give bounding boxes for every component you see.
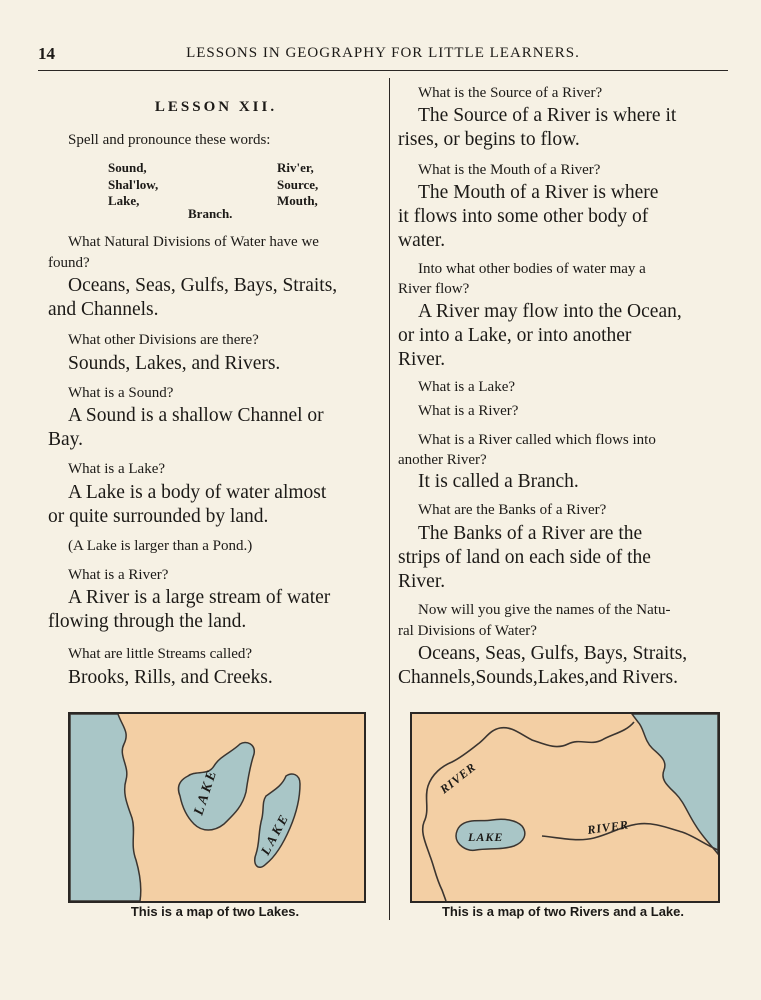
spell-prompt: Spell and pronounce these words:	[68, 132, 271, 148]
answer: water.	[398, 230, 446, 251]
answer: strips of land on each side of the	[398, 547, 651, 568]
map-two-lakes	[68, 712, 366, 903]
answer: Oceans, Seas, Gulfs, Bays, Straits,	[68, 275, 338, 296]
running-title: LESSONS IN GEOGRAPHY FOR LITTLE LEARNERS.	[186, 45, 580, 61]
note: (A Lake is larger than a Pond.)	[68, 538, 253, 554]
question: River flow?	[398, 281, 470, 297]
question: Now will you give the names of the Natu-	[418, 602, 671, 618]
question: What other Divisions are there?	[68, 332, 259, 348]
answer: The Mouth of a River is where	[418, 182, 659, 203]
answer: River.	[398, 571, 446, 592]
word-list-col2	[277, 160, 318, 210]
answer: A River is a large stream of water	[68, 587, 331, 608]
lake-label: LAKE	[257, 809, 293, 858]
answer: The Source of a River is where it	[418, 105, 677, 126]
answer: rises, or begins to flow.	[398, 129, 580, 150]
answer: It is called a Branch.	[418, 471, 579, 492]
answer: A Lake is a body of water almost	[68, 482, 327, 503]
lake-label: LAKE	[191, 766, 221, 818]
answer: A Sound is a shallow Channel or	[68, 405, 324, 426]
question: ral Divisions of Water?	[398, 623, 537, 639]
answer: or quite surrounded by land.	[48, 506, 269, 527]
word-item: Lake,	[108, 193, 140, 208]
answer: it flows into some other body of	[398, 206, 649, 227]
answer: Bay.	[48, 429, 84, 450]
lesson-title: LESSON XII.	[154, 99, 278, 115]
map-caption: This is a map of two Rivers and a Lake.	[441, 904, 685, 919]
question: What is a Sound?	[68, 385, 174, 401]
page-number: 14	[38, 44, 55, 63]
lake-label: LAKE	[468, 830, 504, 844]
answer: Channels,Sounds,Lakes,and Rivers.	[398, 667, 679, 688]
answer: Oceans, Seas, Gulfs, Bays, Straits,	[418, 643, 688, 664]
answer: flowing through the land.	[48, 611, 247, 632]
question: What is a Lake?	[418, 379, 516, 395]
map-rivers-and-lake	[410, 712, 720, 903]
map-caption: This is a map of two Lakes.	[130, 904, 300, 919]
question: What Natural Divisions of Water have we	[68, 234, 319, 250]
question: What are the Banks of a River?	[418, 502, 607, 518]
word-item: Riv'er,	[277, 160, 314, 175]
river-label: RIVER	[586, 817, 630, 837]
answer: or into a Lake, or into another	[398, 325, 632, 346]
answer: The Banks of a River are the	[418, 523, 643, 544]
word-list-col1	[108, 160, 158, 210]
answer: River.	[398, 349, 446, 370]
question: What is a River?	[68, 567, 169, 583]
page-header	[38, 40, 728, 70]
question: found?	[48, 255, 90, 271]
river-label: RIVER	[437, 759, 479, 797]
question: What is a River?	[418, 403, 519, 419]
answer: A River may flow into the Ocean,	[418, 301, 682, 322]
question: What is a River called which flows into	[418, 432, 656, 448]
question: What is the Source of a River?	[418, 85, 603, 101]
answer: Sounds, Lakes, and Rivers.	[68, 353, 281, 374]
header-rule	[38, 70, 728, 71]
answer: and Channels.	[48, 299, 159, 320]
word-item: Sound,	[108, 160, 147, 175]
word-item: Source,	[277, 176, 319, 192]
question: another River?	[398, 452, 487, 468]
column-divider	[389, 78, 390, 920]
word-item: Branch.	[188, 206, 233, 221]
question: What is the Mouth of a River?	[418, 162, 601, 178]
question: What is a Lake?	[68, 461, 166, 477]
question: Into what other bodies of water may a	[418, 261, 646, 277]
word-item: Mouth,	[277, 193, 318, 208]
word-item: Shal'low,	[108, 176, 159, 192]
question: What are little Streams called?	[68, 646, 253, 662]
answer: Brooks, Rills, and Creeks.	[68, 667, 273, 688]
